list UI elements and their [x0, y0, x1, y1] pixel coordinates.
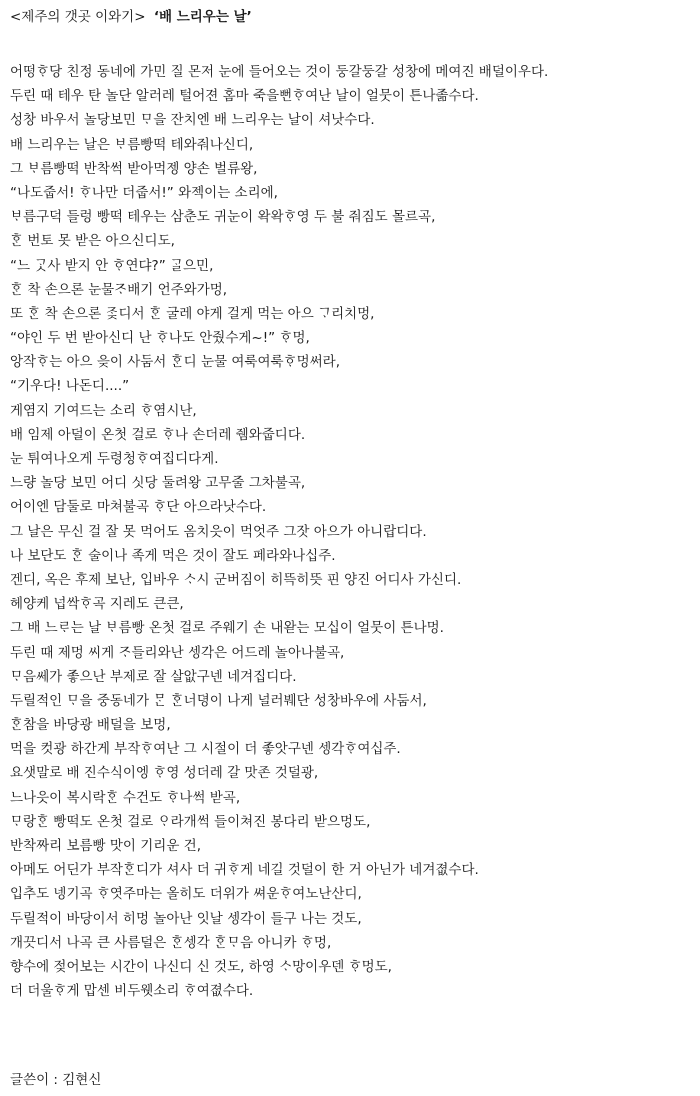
body-line: 개끗디서 나곡 큰 사름덜은 ᄒᆞᆫ셍각 ᄒᆞᆫᄆᆞ음 아니카 ᄒᆞ멍,: [10, 934, 332, 951]
body-line: 눈 튀여나오게 두령청ᄒᆞ여집디다게.: [10, 451, 219, 467]
body-line: 두릴적이 바당이서 히멍 놀아난 잇날 셍각이 들구 나는 것도,: [10, 910, 362, 927]
body-line: 어떵ᄒᆞ당 친정 동네에 가민 질 몬저 눈에 들어오는 것이 둥갈둥갈 성창에 메여진 배덜이우다.: [10, 64, 549, 80]
body-line: 아메도 어딘가 부작ᄒᆞᆫ디가 셔사 더 귀ᄒᆞ게 네길 것덜이 한 거 아닌가 네겨졊수다.: [10, 862, 479, 879]
body-line: 더 더울ᄒᆞ게 맙센 비두웻소리 ᄒᆞ여졊수다.: [10, 983, 254, 1000]
body-line: ᄒᆞᆫ참을 바당광 배덜을 보멍,: [10, 717, 171, 734]
body-line: 입추도 넹기곡 ᄒᆞ엿주마는 올히도 더위가 쎠운ᄒᆞ여노난산디,: [10, 886, 362, 903]
body-line: “나도줍서! ᄒᆞ나만 더줍서!” 와젝이는 소리에,: [10, 184, 278, 201]
body-line: 느나읏이 복시락ᄒᆞᆫ 수건도 ᄒᆞ나썩 받곡,: [10, 789, 241, 806]
body-line: 그 날은 무신 걸 잘 못 먹어도 옴치읏이 먹엇주 그잣 아으가 아니랍디다.: [10, 523, 427, 540]
body-line: 두릴적인 ᄆᆞ을 중동네가 ᄆᆞᆫ ᄒᆞᆫ너뎡이 나게 널러붸단 성창바우에 사둠서,: [10, 692, 427, 709]
body-line: 앙작ᄒᆞ는 아으 읒이 사둠서 ᄒᆞᆫ디 눈물 여룩여룩ᄒᆞ멍써라,: [10, 354, 340, 371]
body-line: 요샛말로 배 진수식이엥 ᄒᆞ영 성더레 갈 맛존 것덜광,: [10, 765, 319, 782]
body-line: 성창 바우서 놀당보민 ᄆᆞ을 잔치엔 배 느리우는 날이 셔낫수다.: [10, 112, 375, 129]
body-line: ᄆᆞ음쎄가 좋으난 부제로 잘 살앖구넨 네겨집디다.: [10, 668, 297, 685]
body-line: “기우다! 나돈디....”: [10, 378, 130, 395]
body-line: 나 보단도 ᄒᆞᆫ 술이나 족게 먹은 것이 잘도 페라와나십주.: [10, 547, 336, 564]
body-line: 배 임제 아덜이 온첫 걸로 ᄒᆞ나 손더레 쥄와줍디다.: [10, 426, 306, 443]
body-line: 느량 놀당 보민 어디 싯당 둘려왕 고무줄 그차불곡,: [10, 475, 306, 492]
body-line: 그 배 느ᄅᆞ는 날 ᄇᆞ름빵 온첫 걸로 주웨기 손 내왇는 모십이 얼뭇이 튼나멍.: [10, 620, 444, 637]
body-line: 그 ᄇᆞ름빵떡 반착썩 받아먹젱 양손 벌류왕,: [10, 160, 258, 177]
author-credit: 글쓴이 : 김현신: [10, 1072, 102, 1088]
body-line: 어이엔 담둘로 마쳐불곡 ᄒᆞ단 아으라낫수다.: [10, 499, 267, 516]
body-line: ᄒᆞᆫ 번토 못 받은 아으신디도,: [10, 233, 175, 250]
series-name: <제주의 갯곳 이와기>: [10, 9, 146, 25]
body-line: ᄆᆞ랑ᄒᆞᆫ 빵떡도 온첫 걸로 ᄋᆞ라개썩 들이쳐진 봉다리 받으멍도,: [10, 813, 371, 830]
article-body: [10, 60, 695, 1003]
body-line: 헤양케 넙싹ᄒᆞ곡 지레도 큰큰,: [10, 596, 184, 613]
body-line: 두린 때 테우 탄 놀단 알러레 털어젼 홈마 죽을뻔ᄒᆞ여난 날이 얼뭇이 튼나졺수다.: [10, 88, 479, 105]
body-line: 배 느리우는 날은 ᄇᆞ름빵떡 테와줘나신디,: [10, 136, 254, 153]
body-line: ᄇᆞ름구덕 들렁 빵떡 테우는 삼춘도 귀눈이 왁왁ᄒᆞ영 두 불 줘짐도 몰르곡,: [10, 209, 436, 226]
body-line: 먹을 컷광 하간게 부작ᄒᆞ여난 그 시절이 더 좋앗구넨 셍각ᄒᆞ여십주.: [10, 741, 401, 758]
body-line: “느 ᄀᆞᆺ사 받지 안 ᄒᆞ연댜?” ᄀᆞᆯ으민,: [10, 257, 214, 274]
body-line: 게염지 기여드는 소리 ᄒᆞ염시난,: [10, 402, 197, 419]
body-line: 향수에 젖어보는 시간이 나신디 신 것도, 하영 ᄉᆞ망이우덴 ᄒᆞ멍도,: [10, 958, 392, 975]
body-line: 두린 때 제멍 씨게 ᄌᆞ들리와난 셍각은 어드레 놀아나불곡,: [10, 644, 345, 661]
body-line: “야인 두 번 받아신디 난 ᄒᆞ나도 안줬수게~!” ᄒᆞ멍,: [10, 330, 310, 347]
article-title: ‘배 느리우는 날’: [153, 9, 252, 25]
body-line: 겐디, 옥은 후제 보난, 입바우 ᄉᆞ시 군버짐이 히뜩히뜻 핀 양진 어디사 가신디.: [10, 571, 462, 588]
body-line: 반착짜리 보름빵 맛이 기리운 건,: [10, 838, 201, 854]
body-line: 또 ᄒᆞᆫ 착 손으론 ᄌᆞᆽ디서 ᄒᆞᆫ 굴레 야게 걸게 먹는 아으 ᄀᆞ리치멍,: [10, 305, 375, 322]
document-header: [10, 6, 252, 28]
body-line: ᄒᆞᆫ 착 손으론 눈물ᄌᆞ배기 언주와가멍,: [10, 281, 228, 298]
